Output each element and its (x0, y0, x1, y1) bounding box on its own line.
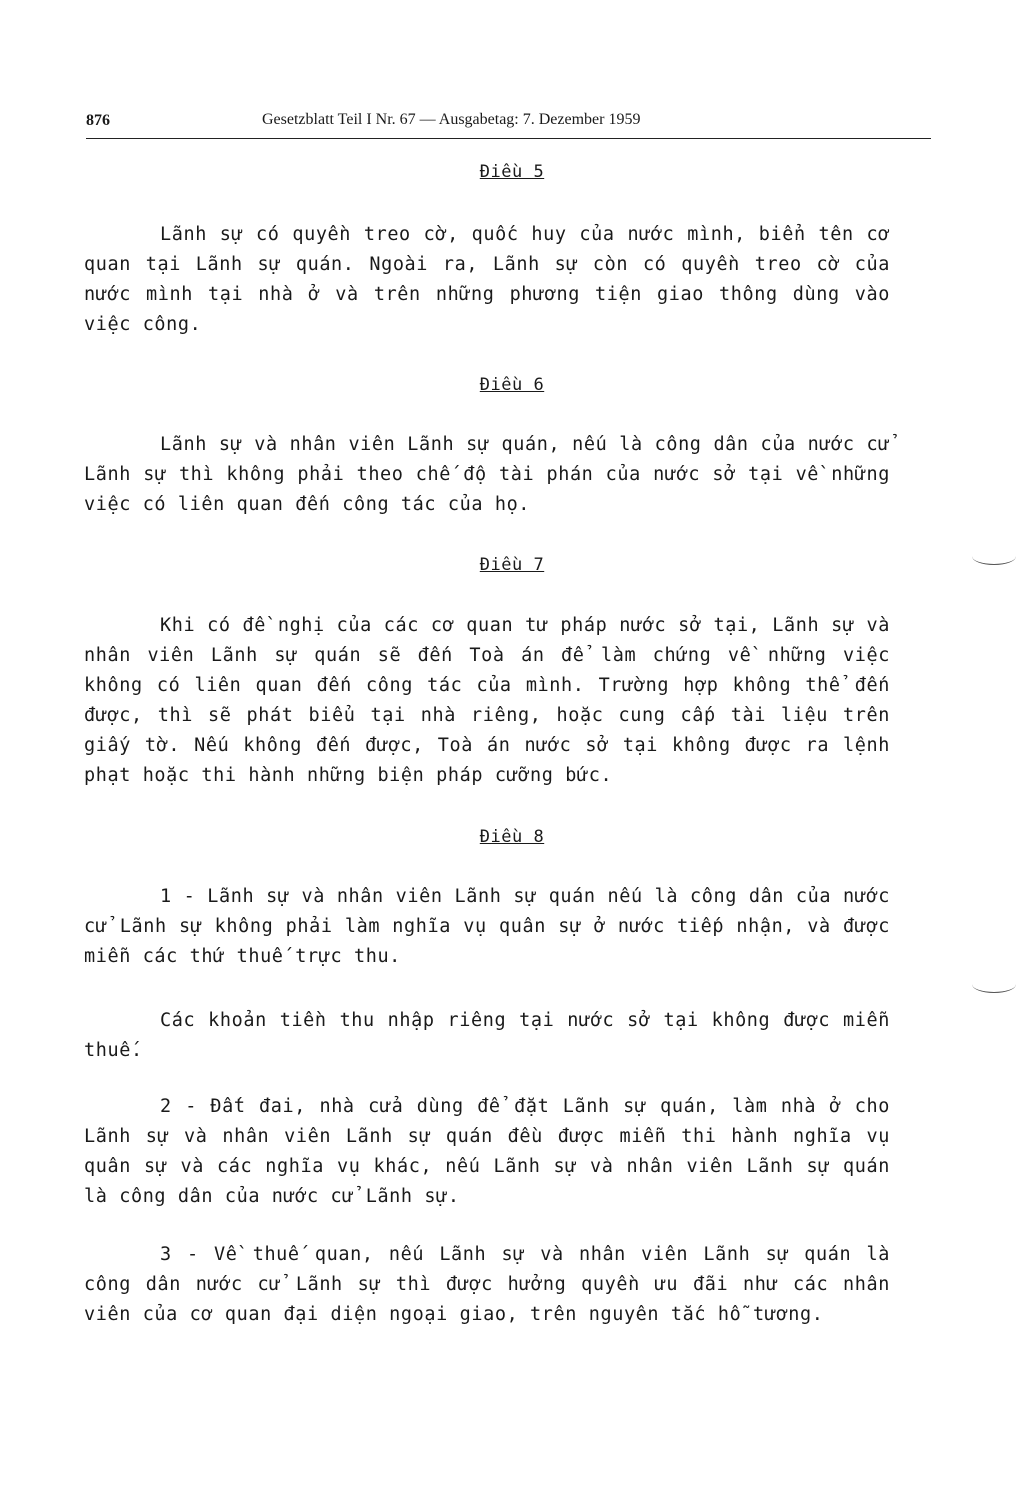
article-5-paragraph: Lãnh sự có quyền treo cờ, quốc huy của nước mình, biển tên cơ quan tại Lãnh sự quán. Ngoài ra, Lãnh sự còn có quyền treo cờ của nước mình tại nhà ở và trên những phương tiện giao thông dùng vào việc công. (84, 224, 890, 335)
article-6-heading: Điều 6 (479, 375, 545, 395)
article-8-heading: Điều 8 (479, 827, 545, 847)
article-6-paragraph: Lãnh sự và nhân viên Lãnh sự quán, nếu là công dân của nước cử Lãnh sự thì không phải theo chế độ tài phán của nước sở tại về những việc có liên quan đến công tác của họ. (84, 434, 890, 515)
article-8-paragraph-3: 3 - Về thuế quan, nếu Lãnh sự và nhân viên Lãnh sự quán là công dân nước cử Lãnh sự thì được hưởng quyền ưu đãi như các nhân viên của cơ quan đại diện ngoại giao, trên nguyên tắc hỗ tương. (84, 1244, 890, 1325)
article-5-heading: Điều 5 (479, 162, 545, 182)
article-8-paragraph-1: 1 - Lãnh sự và nhân viên Lãnh sự quán nếu là công dân của nước cử Lãnh sự không phải làm nghĩa vụ quân sự ở nước tiếp nhận, và được miễn các thứ thuế trực thu. (84, 886, 890, 967)
article-7-paragraph: Khi có đề nghị của các cơ quan tư pháp nước sở tại, Lãnh sự và nhân viên Lãnh sự quán sẽ đến Toà án để làm chứng về những việc không có liên quan đến công tác của mình. Trường hợp không thể đến được, thì sẽ phát biểu tại nhà riêng, hoặc cung cấp tài liệu trên giấy tờ. Nếu không đến được, Toà án nước sở tại không được ra lệnh phạt hoặc thi hành những biện pháp cưỡng bức. (84, 615, 890, 786)
margin-mark (972, 548, 1016, 565)
article-8-paragraph-2: 2 - Đất đai, nhà cửa dùng để đặt Lãnh sự quán, làm nhà ở cho Lãnh sự và nhân viên Lãnh sự quán đều được miễn thi hành nghĩa vụ quân sự và các nghĩa vụ khác, nếu Lãnh sự và nhân viên Lãnh sự quán là công dân của nước cử Lãnh sự. (84, 1096, 890, 1207)
header-title: Gesetzblatt Teil I Nr. 67 — Ausgabetag: 7. Dezember 1959 (262, 111, 641, 128)
margin-mark (972, 976, 1016, 993)
article-8-paragraph-1b: Các khoản tiền thu nhập riêng tại nước sở tại không được miễn thuế. (84, 1010, 890, 1061)
article-7-heading: Điều 7 (479, 555, 545, 575)
page-header (86, 108, 931, 139)
page-number: 876 (86, 112, 110, 129)
